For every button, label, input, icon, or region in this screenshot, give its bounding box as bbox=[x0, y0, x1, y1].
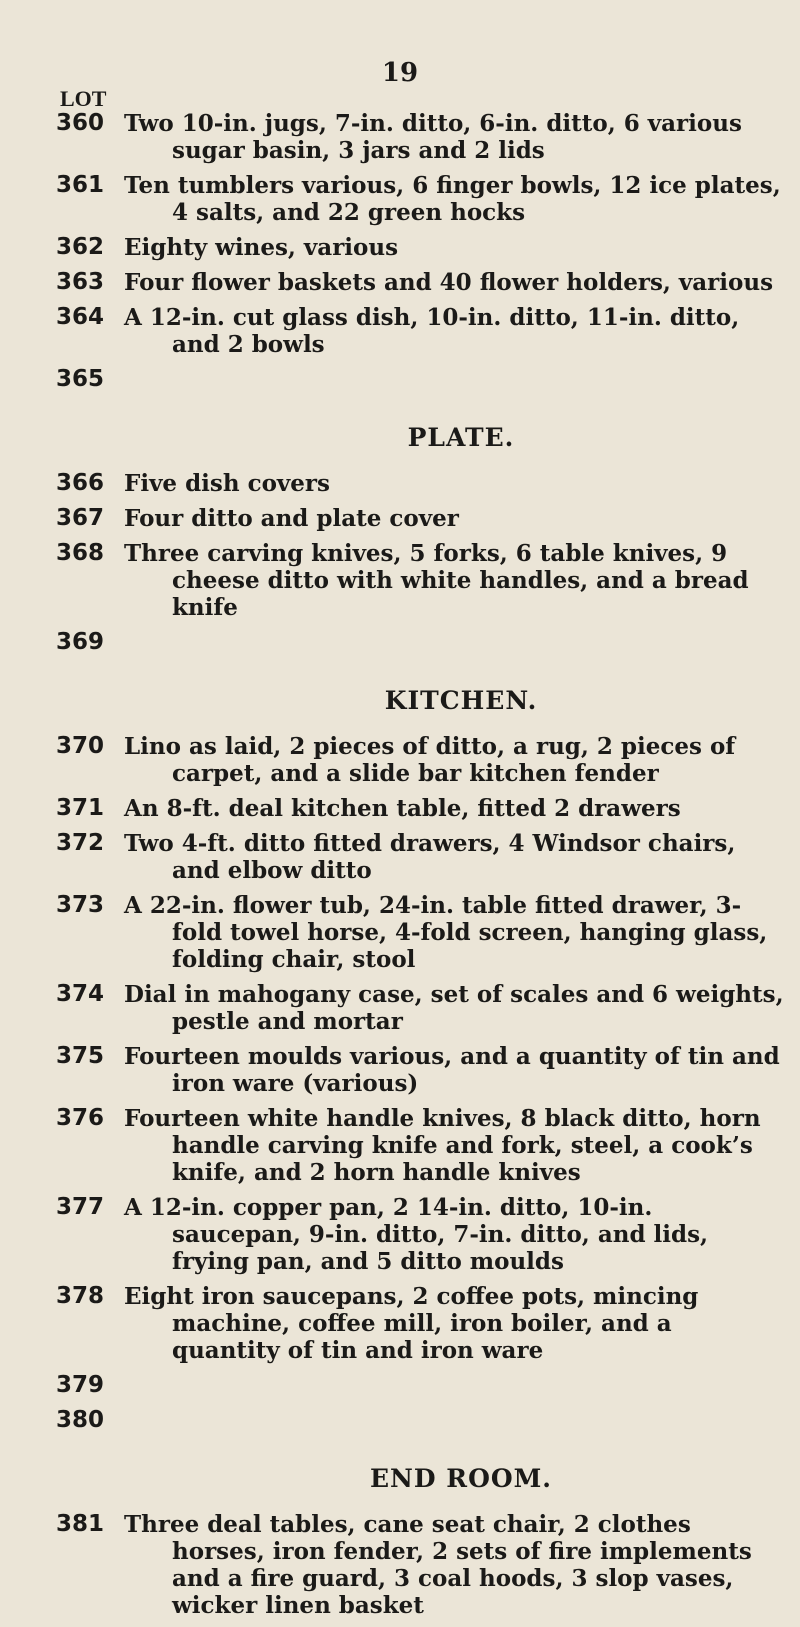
lot-entry bbox=[56, 795, 786, 822]
lot-number: 379 bbox=[56, 1372, 105, 1398]
lot-description: Eight iron saucepans, 2 coffee pots, mincing machine, coffee mill, iron boiler, and a quantity of tin and iron ware bbox=[124, 1283, 699, 1364]
lot-description: A 12-in. cut glass dish, 10-in. ditto, 11-in. ditto, and 2 bowls bbox=[124, 304, 740, 358]
lot-description: An 8-ft. deal kitchen table, fitted 2 drawers bbox=[124, 795, 681, 822]
lot-number: 366 bbox=[56, 470, 105, 496]
lot-description: Three deal tables, cane seat chair, 2 clothes horses, iron fender, 2 sets of fire implements and a fire guard, 3 coal hoods, 3 slop vases, wicker linen basket bbox=[124, 1511, 752, 1619]
lot-number: 372 bbox=[56, 830, 105, 856]
lot-number: 370 bbox=[56, 733, 105, 759]
lot-number: 369 bbox=[56, 629, 105, 655]
lot-entry bbox=[56, 470, 786, 497]
lot-number: 361 bbox=[56, 172, 105, 198]
lot-number: 367 bbox=[56, 505, 105, 531]
lot-description: Four flower baskets and 40 flower holders, various bbox=[124, 269, 774, 296]
lot-entry bbox=[56, 1372, 786, 1399]
lot-number: 363 bbox=[56, 269, 105, 295]
section-heading: END ROOM. bbox=[370, 1464, 552, 1493]
lot-description: Three carving knives, 5 forks, 6 table knives, 9 cheese ditto with white handles, and a bread knife bbox=[124, 540, 749, 621]
lot-description: A 22-in. flower tub, 24-in. table fitted drawer, 3-fold towel horse, 4-fold screen, hanging glass, folding chair, stool bbox=[124, 892, 768, 973]
lot-entry bbox=[56, 1511, 786, 1619]
lot-number: 364 bbox=[56, 304, 105, 330]
lot-number: 373 bbox=[56, 892, 105, 918]
lot-description: Eighty wines, various bbox=[124, 234, 399, 261]
lot-entry bbox=[56, 1407, 786, 1434]
lot-number: 368 bbox=[56, 540, 105, 566]
lot-description: Two 4-ft. ditto fitted drawers, 4 Windsor chairs, and elbow ditto bbox=[124, 830, 736, 884]
lot-number: 365 bbox=[56, 366, 105, 392]
lot-entry bbox=[56, 234, 786, 261]
page-number: 19 bbox=[381, 58, 419, 88]
lot-entry bbox=[56, 1194, 786, 1275]
lot-number: 371 bbox=[56, 795, 105, 821]
lot-number: 362 bbox=[56, 234, 105, 260]
lot-number: 381 bbox=[56, 1511, 105, 1537]
lot-entry bbox=[56, 505, 786, 532]
lot-number: 376 bbox=[56, 1105, 105, 1131]
lot-description: Dial in mahogany case, set of scales and 6 weights, pestle and mortar bbox=[124, 981, 784, 1035]
lot-number: 377 bbox=[56, 1194, 105, 1220]
lot-description: Fourteen white handle knives, 8 black ditto, horn handle carving knife and fork, steel, a cook’s knife, and 2 horn handle knives bbox=[124, 1105, 761, 1186]
lot-number: 374 bbox=[56, 981, 105, 1007]
lot-description: Five dish covers bbox=[124, 470, 330, 497]
lot-entry bbox=[56, 892, 786, 973]
lot-description: Four ditto and plate cover bbox=[124, 505, 459, 532]
section-heading: KITCHEN. bbox=[384, 686, 538, 715]
section-heading: PLATE. bbox=[407, 423, 515, 452]
lot-column-header: LOT bbox=[60, 86, 107, 111]
lot-entry bbox=[56, 733, 786, 787]
lot-entry bbox=[56, 172, 786, 226]
lot-entry bbox=[56, 981, 786, 1035]
lot-number: 360 bbox=[56, 110, 105, 136]
lot-entry bbox=[56, 540, 786, 621]
catalogue-body bbox=[56, 110, 786, 1627]
lot-entry bbox=[56, 830, 786, 884]
lot-entry bbox=[56, 269, 786, 296]
lot-number: 378 bbox=[56, 1283, 105, 1309]
lot-description: Lino as laid, 2 pieces of ditto, a rug, 2 pieces of carpet, and a slide bar kitchen fender bbox=[124, 733, 736, 787]
lot-description: A 12-in. copper pan, 2 14-in. ditto, 10-in. saucepan, 9-in. ditto, 7-in. ditto, and lids, frying pan, and 5 ditto moulds bbox=[124, 1194, 709, 1275]
lot-entry bbox=[56, 1043, 786, 1097]
lot-description: Ten tumblers various, 6 finger bowls, 12 ice plates, 4 salts, and 22 green hocks bbox=[124, 172, 781, 226]
lot-number: 375 bbox=[56, 1043, 105, 1069]
lot-description: Fourteen moulds various, and a quantity of tin and iron ware (various) bbox=[124, 1043, 780, 1097]
lot-description: Two 10-in. jugs, 7-in. ditto, 6-in. ditto, 6 various sugar basin, 3 jars and 2 lids bbox=[124, 110, 742, 164]
lot-number: 380 bbox=[56, 1407, 105, 1433]
lot-entry bbox=[56, 629, 786, 656]
lot-entry bbox=[56, 110, 786, 164]
lot-entry bbox=[56, 1283, 786, 1364]
lot-entry bbox=[56, 366, 786, 393]
lot-entry bbox=[56, 304, 786, 358]
lot-entry bbox=[56, 1105, 786, 1186]
